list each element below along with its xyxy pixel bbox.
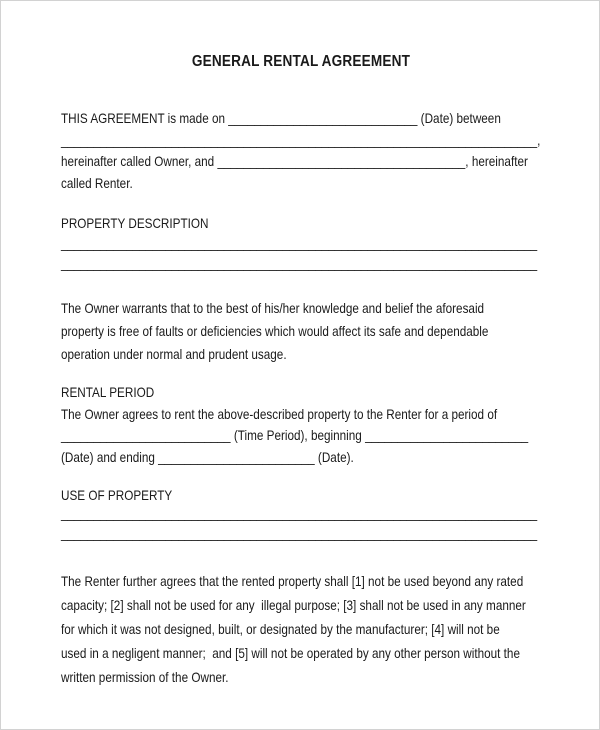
section-heading-text: USE OF PROPERTY [61,488,173,503]
property-description-heading [61,214,543,234]
rental-period-heading: RENTAL PERIOD [61,385,155,400]
fill-in-blank-line: _________________________________________________________________________ [61,256,538,271]
warranty-paragraph [61,297,543,366]
warranty-line: operation under normal and prudent usage. [61,347,287,362]
property-description-blanks [61,234,543,274]
use-of-property-blanks [61,504,543,544]
fill-in-blank-line: _________________________________________________________________________, [61,132,541,148]
use-of-property-heading [61,486,543,506]
renter-obligations-line: for which it was not designed, built, or designated by the manufacturer; [4] will not be [61,622,500,637]
renter-obligations-line: used in a negligent manner; and [5] will not be operated by any other person without the [61,646,520,661]
renter-obligations-line: capacity; [2] shall not be used for any illegal purpose; [3] shall not be used in any manner [61,598,526,613]
warranty-line: property is free of faults or deficiencies which would affect its safe and dependable [61,324,489,339]
renter-obligations-paragraph [61,570,543,690]
intro-line: called Renter. [61,175,133,191]
renter-obligations-line: The Renter further agrees that the rented property shall [1] not be used beyond any rated [61,574,524,589]
document-title [1,52,600,72]
rental-period-section [61,382,543,468]
fill-in-blank-line: _________________________________________________________________________ [61,526,538,541]
intro-line: hereinafter called Owner, and ______________________________________, hereinafter [61,154,528,169]
warranty-line: The Owner warrants that to the best of his/her knowledge and belief the aforesaid [61,301,485,316]
intro-paragraph [61,108,543,194]
renter-obligations-line: written permission of the Owner. [61,670,229,685]
fill-in-blank-line: __________________________ (Time Period), beginning _________________________ [61,428,529,443]
fill-in-blank-line: (Date) and ending ________________________ (Date). [61,449,354,465]
intro-line: THIS AGREEMENT is made on _____________________________ (Date) between [61,111,501,126]
fill-in-blank-line: _________________________________________________________________________ [61,236,538,251]
fill-in-blank-line: _________________________________________________________________________ [61,506,538,521]
section-heading-text: PROPERTY DESCRIPTION [61,216,209,231]
document-title-text: GENERAL RENTAL AGREEMENT [191,53,411,70]
rental-period-line: The Owner agrees to rent the above-described property to the Renter for a period of [61,406,498,422]
